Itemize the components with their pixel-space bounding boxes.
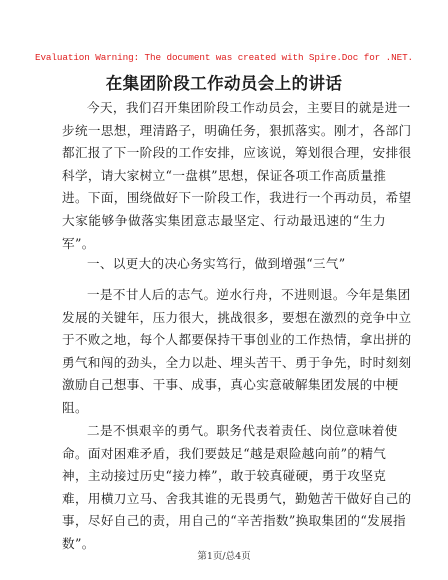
paragraph-line: 难，用横刀立马、舍我其谁的无畏勇气，勤勉苦干做好自己的 bbox=[62, 490, 412, 506]
paragraph-line: 命。面对困难矛盾，我们要鼓足“越是艰险越向前”的精气 bbox=[62, 445, 387, 461]
paragraph-line: 科学，请大家树立“一盘棋”思想，保证各项工作高质量推 bbox=[62, 167, 387, 183]
paragraph-line: 大家能够争做落实集团意志最坚定、行动最迅速的“生力 bbox=[62, 212, 386, 228]
paragraph-ambition bbox=[62, 284, 412, 420]
paragraph-line: 于不败之地，每个人都要保持干事创业的工作热情，拿出拼的 bbox=[62, 332, 412, 348]
page-number: 第1页/总4页 bbox=[197, 551, 251, 562]
paragraph-line: 二是不惧艰辛的勇气。职务代表着责任、岗位意味着使 bbox=[87, 423, 398, 438]
paragraph-line: 进。下面，围绕做好下一阶段工作，我进行一个再动员，希望 bbox=[62, 190, 412, 206]
paragraph-line: 今天，我们召开集团阶段工作动员会，主要目的就是进一 bbox=[87, 100, 411, 115]
paragraph-line: 神，主动接过历史“接力棒”，敢于较真碰硬，勇于攻坚克 bbox=[62, 468, 387, 484]
paragraph-courage bbox=[62, 420, 412, 556]
paragraph-line: 步统一思想，理清路子，明确任务，狠抓落实。刚才，各部门 bbox=[62, 122, 412, 138]
paragraph-line: 阻。 bbox=[62, 399, 88, 415]
document-title: 在集团阶段工作动员会上的讲话 bbox=[105, 74, 343, 93]
paragraph-line: 发展的关键年，压力很大，挑战很多，要想在激烈的竞争中立 bbox=[62, 309, 412, 325]
paragraph-line: 事，尽好自己的责，用自己的“辛苦指数”换取集团的“发展指 bbox=[62, 513, 406, 529]
paragraph-intro bbox=[62, 97, 412, 255]
paragraph-line: 数”。 bbox=[62, 535, 95, 551]
paragraph-line: 勇气和闯的劲头，全力以赴、埋头苦干、勇于争先，时时刻刻 bbox=[62, 354, 412, 370]
paragraph-line: 一是不甘人后的志气。逆水行舟，不进则退。今年是集团 bbox=[87, 287, 411, 302]
paragraph-line: 都汇报了下一阶段的工作安排，应该说，筹划很合理，安排很 bbox=[62, 145, 412, 161]
paragraph-line: 激励自己想事、干事、成事，真心实意破解集团发展的中梗 bbox=[62, 377, 399, 393]
paragraph-line: 军”。 bbox=[62, 235, 95, 251]
evaluation-warning: Evaluation Warning: The document was created with Spire.Doc for .NET. bbox=[34, 52, 414, 63]
section-heading: 一、以更大的决心务实笃行，做到增强“三气” bbox=[87, 256, 346, 271]
